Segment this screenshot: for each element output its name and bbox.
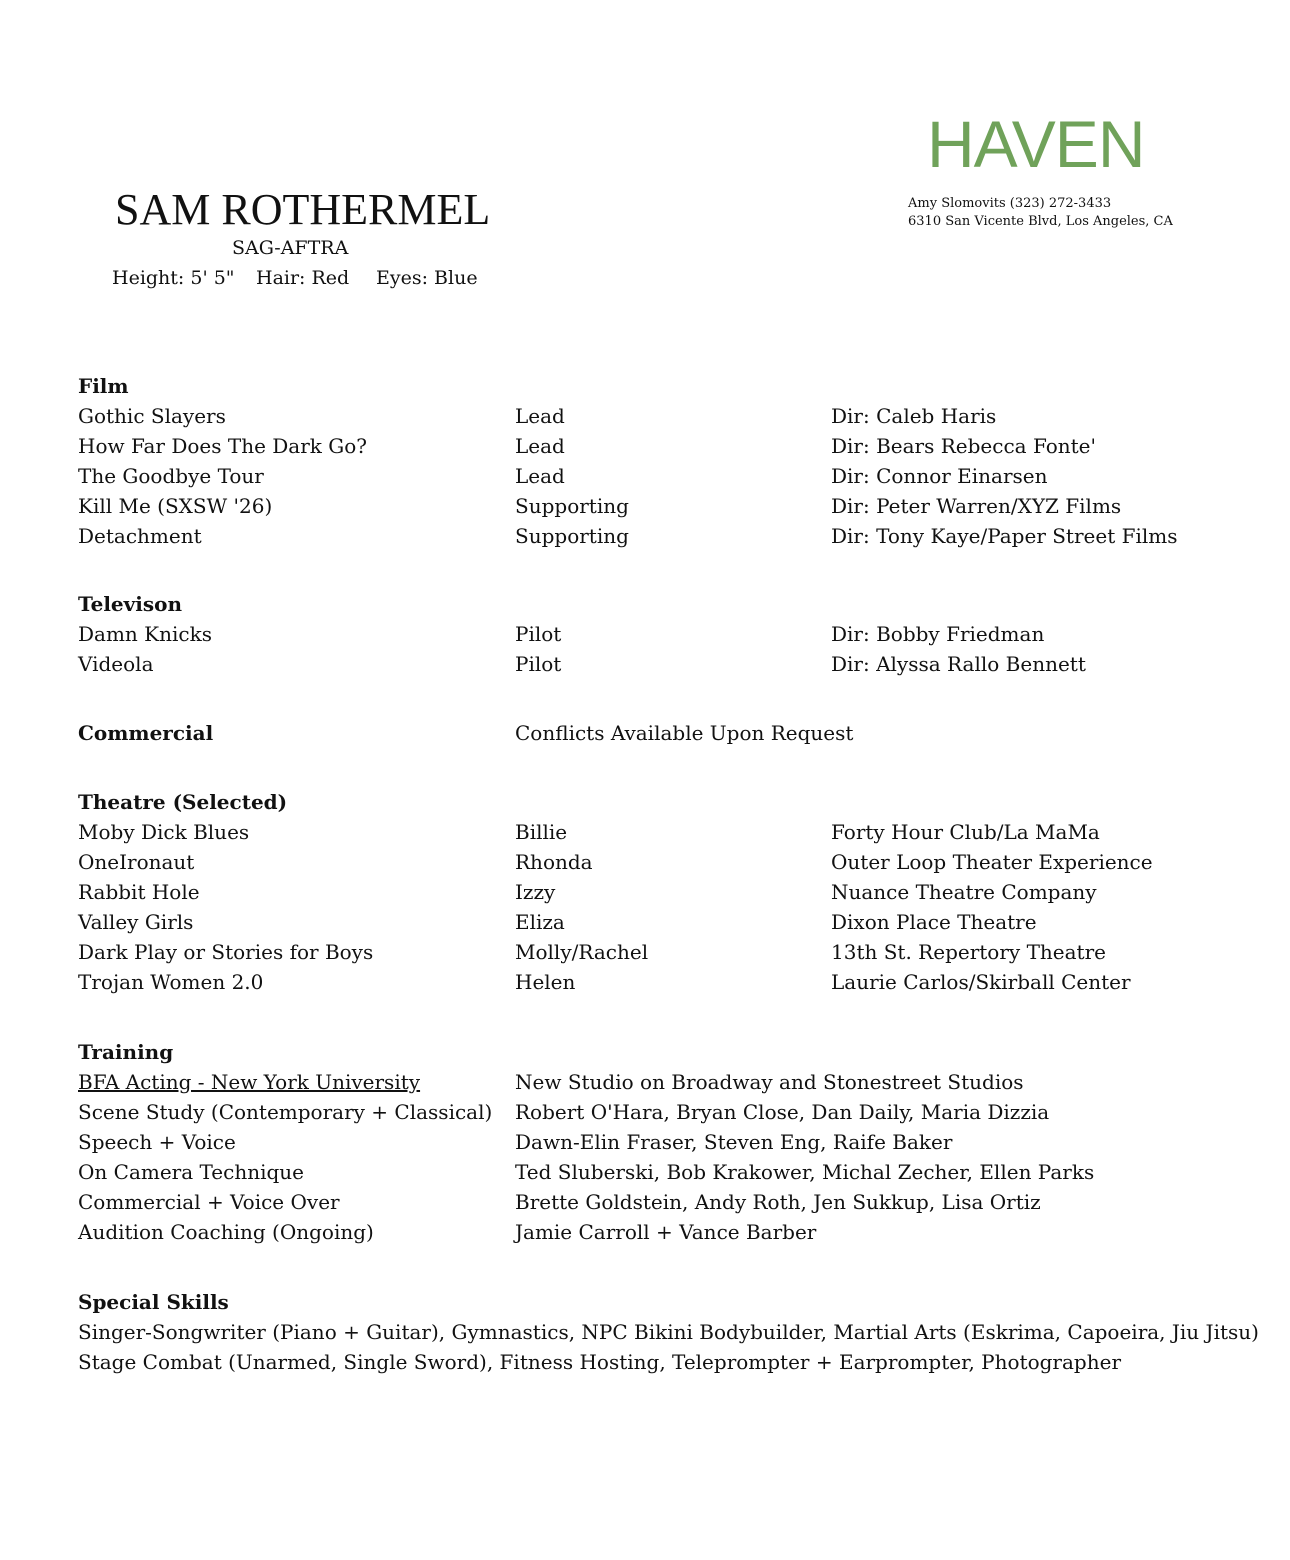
credit-title: Moby Dick Blues	[78, 820, 250, 844]
section-heading-film: Film	[78, 374, 129, 398]
television-row	[78, 649, 1258, 679]
credit-title: The Goodbye Tour	[78, 464, 264, 488]
credit-role: Pilot	[515, 652, 562, 676]
theatre-row	[78, 967, 1258, 997]
training-row	[78, 1127, 1258, 1157]
film-row	[78, 491, 1258, 521]
credit-title: Dark Play or Stories for Boys	[78, 940, 374, 964]
hair-stat: Hair: Red	[256, 267, 350, 289]
film-section	[78, 371, 1258, 551]
credit-title: Detachment	[78, 524, 202, 548]
credit-role: Supporting	[515, 494, 629, 518]
agency-logo: HAVEN	[927, 107, 1145, 181]
credit-venue: 13th St. Repertory Theatre	[831, 940, 1106, 964]
theatre-row	[78, 907, 1258, 937]
television-row	[78, 619, 1258, 649]
theatre-row	[78, 817, 1258, 847]
credit-role: Billie	[515, 820, 568, 844]
section-heading-training: Training	[78, 1040, 174, 1064]
credit-title: Rabbit Hole	[78, 880, 200, 904]
credit-role: Lead	[515, 434, 565, 458]
credit-title: Gothic Slayers	[78, 404, 226, 428]
credit-director: Dir: Tony Kaye/Paper Street Films	[831, 524, 1178, 548]
commercial-note: Conflicts Available Upon Request	[515, 721, 854, 745]
credit-venue: Nuance Theatre Company	[831, 880, 1097, 904]
credit-director: Dir: Caleb Haris	[831, 404, 997, 428]
training-row	[78, 1067, 1258, 1097]
credit-role: Helen	[515, 970, 576, 994]
theatre-row	[78, 877, 1258, 907]
skills-section	[78, 1287, 1258, 1377]
training-program-link[interactable]: BFA Acting - New York University	[78, 1070, 421, 1094]
credit-venue: Outer Loop Theater Experience	[831, 850, 1153, 874]
credit-director: Dir: Bobby Friedman	[831, 622, 1045, 646]
training-section	[78, 1037, 1258, 1247]
training-instructors: Brette Goldstein, Andy Roth, Jen Sukkup, Lisa Ortiz	[515, 1190, 1041, 1214]
training-program: Scene Study (Contemporary + Classical)	[78, 1100, 493, 1124]
training-program: Speech + Voice	[78, 1130, 236, 1154]
credit-director: Dir: Alyssa Rallo Bennett	[831, 652, 1086, 676]
credit-title: Damn Knicks	[78, 622, 212, 646]
theatre-row	[78, 847, 1258, 877]
training-program: Audition Coaching (Ongoing)	[78, 1220, 374, 1244]
training-program: Commercial + Voice Over	[78, 1190, 340, 1214]
height-stat: Height: 5' 5"	[112, 267, 235, 289]
credit-title: Videola	[78, 652, 154, 676]
credit-role: Molly/Rachel	[515, 940, 649, 964]
credit-venue: Dixon Place Theatre	[831, 910, 1037, 934]
credit-role: Pilot	[515, 622, 562, 646]
credit-venue: Forty Hour Club/La MaMa	[831, 820, 1100, 844]
credit-role: Izzy	[515, 880, 556, 904]
training-row	[78, 1217, 1258, 1247]
section-heading-theatre: Theatre (Selected)	[78, 790, 288, 814]
credit-title: Trojan Women 2.0	[78, 970, 264, 994]
credit-role: Lead	[515, 464, 565, 488]
television-section	[78, 589, 1258, 679]
credit-title: How Far Does The Dark Go?	[78, 434, 368, 458]
theatre-section	[78, 787, 1258, 997]
credit-title: Valley Girls	[78, 910, 194, 934]
section-heading-skills: Special Skills	[78, 1290, 229, 1314]
section-heading-television: Televison	[78, 592, 182, 616]
training-row	[78, 1157, 1258, 1187]
actor-name: SAM ROTHERMEL	[115, 185, 491, 234]
section-heading-commercial: Commercial	[78, 721, 214, 745]
film-row	[78, 401, 1258, 431]
credit-role: Eliza	[515, 910, 565, 934]
theatre-row	[78, 937, 1258, 967]
training-instructors: New Studio on Broadway and Stonestreet Studios	[515, 1070, 1024, 1094]
credit-title: OneIronaut	[78, 850, 195, 874]
film-row	[78, 431, 1258, 461]
commercial-section	[78, 718, 1258, 748]
credit-director: Dir: Peter Warren/XYZ Films	[831, 494, 1122, 518]
credit-role: Supporting	[515, 524, 629, 548]
film-row	[78, 521, 1258, 551]
training-program: On Camera Technique	[78, 1160, 305, 1184]
physical-stats	[112, 266, 478, 290]
agency-contact: Amy Slomovits (323) 272-3433	[908, 196, 1112, 211]
film-row	[78, 461, 1258, 491]
credit-venue: Laurie Carlos/Skirball Center	[831, 970, 1131, 994]
commercial-row	[78, 718, 1258, 748]
training-row	[78, 1187, 1258, 1217]
credit-role: Rhonda	[515, 850, 593, 874]
eyes-stat: Eyes: Blue	[376, 267, 478, 289]
skills-line: Stage Combat (Unarmed, Single Sword), Fitness Hosting, Teleprompter + Earprompter, Photographer	[78, 1350, 1121, 1374]
training-instructors: Jamie Carroll + Vance Barber	[515, 1220, 817, 1244]
agency-address: 6310 San Vicente Blvd, Los Angeles, CA	[908, 214, 1173, 229]
credit-director: Dir: Bears Rebecca Fonte'	[831, 434, 1097, 458]
training-instructors: Dawn-Elin Fraser, Steven Eng, Raife Baker	[515, 1130, 953, 1154]
training-instructors: Robert O'Hara, Bryan Close, Dan Daily, Maria Dizzia	[515, 1100, 1050, 1124]
training-row	[78, 1097, 1258, 1127]
credit-director: Dir: Connor Einarsen	[831, 464, 1048, 488]
union-affiliation: SAG-AFTRA	[232, 237, 349, 259]
skills-line: Singer-Songwriter (Piano + Guitar), Gymnastics, NPC Bikini Bodybuilder, Martial Arts (Eskrima, Capoeira, Jiu Jitsu)	[78, 1320, 1259, 1344]
credit-title: Kill Me (SXSW '26)	[78, 494, 273, 518]
credit-role: Lead	[515, 404, 565, 428]
training-instructors: Ted Sluberski, Bob Krakower, Michal Zecher, Ellen Parks	[515, 1160, 1095, 1184]
